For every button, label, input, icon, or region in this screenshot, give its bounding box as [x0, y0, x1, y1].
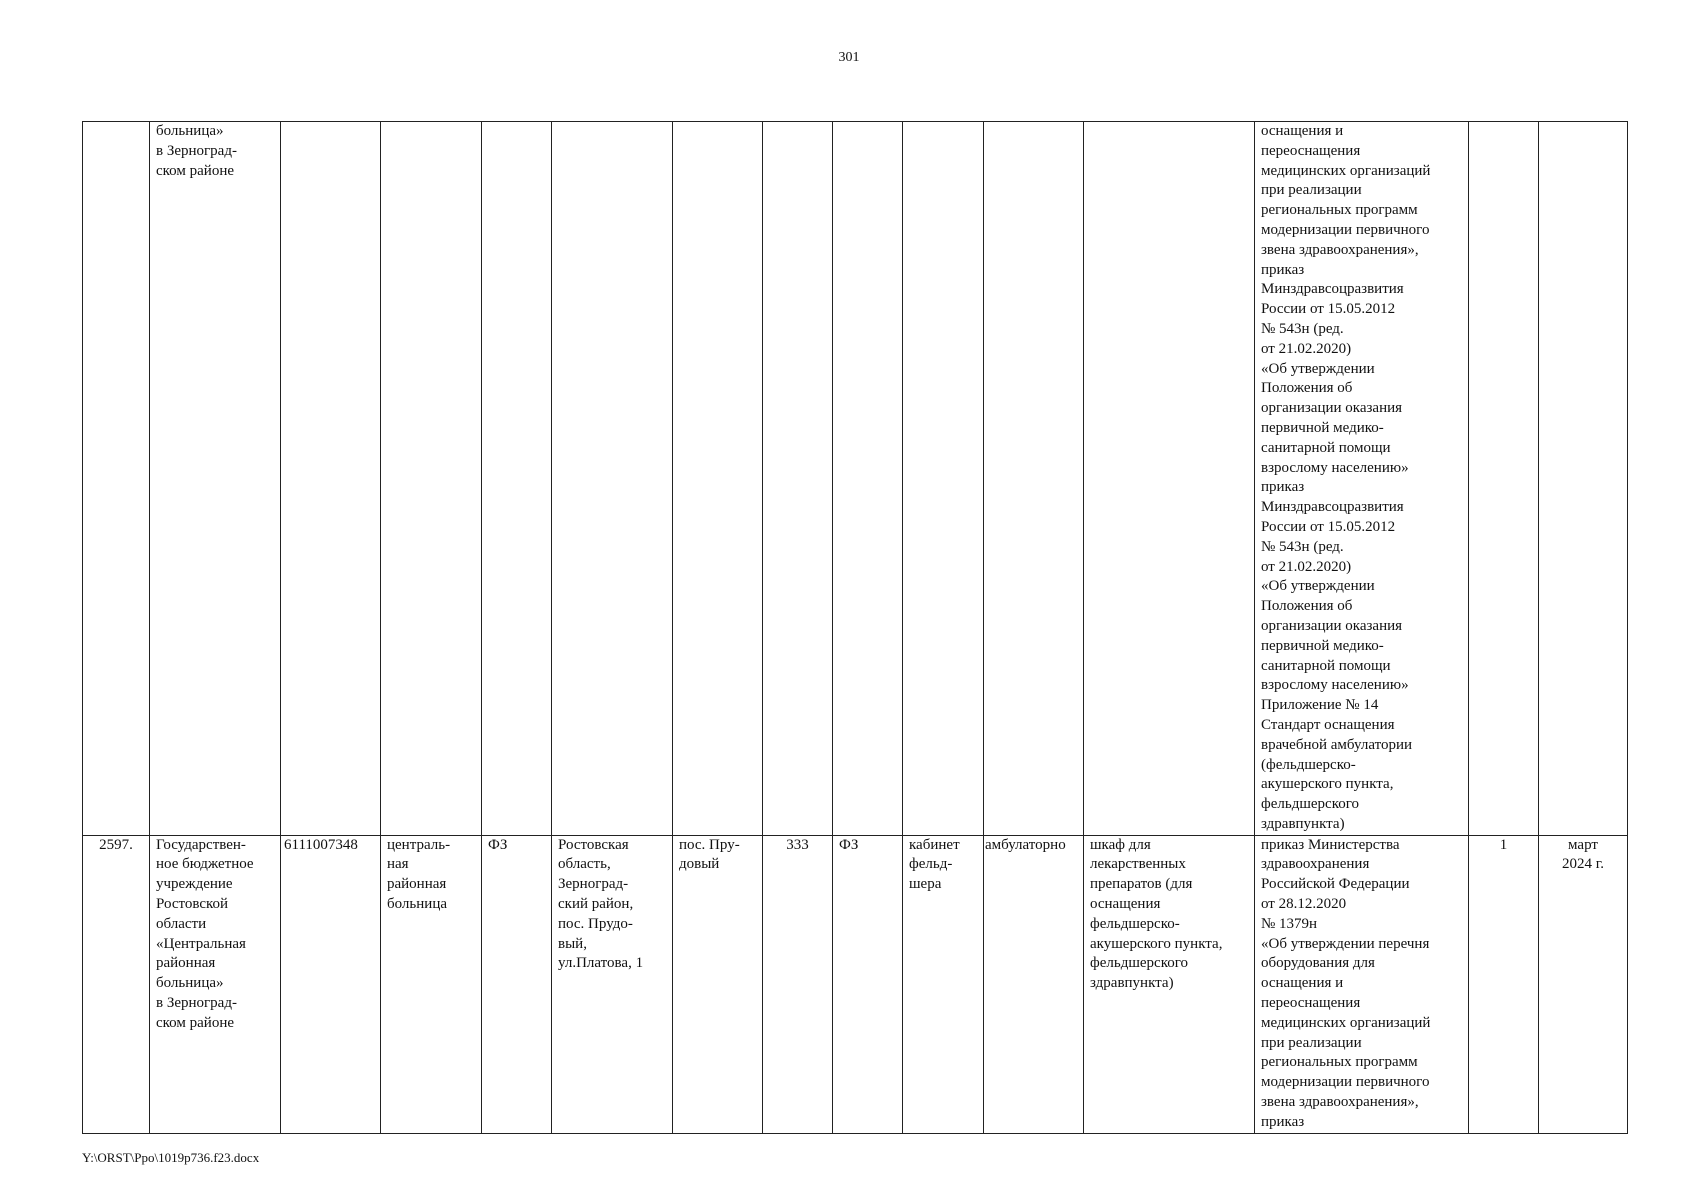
footer-file-path: Y:\ORST\Ppo\1019p736.f23.docx	[82, 1150, 260, 1165]
cell-settlement	[673, 122, 763, 836]
cell-code	[763, 835, 833, 1133]
care-form-text: амбулаторно	[985, 836, 1066, 853]
cell-unit-type	[833, 122, 903, 836]
organization-text: больница» в Зерноград- ском районе	[156, 123, 237, 179]
cell-room	[903, 122, 984, 836]
cell-organization	[150, 122, 281, 836]
cell-number	[83, 835, 150, 1133]
cell-basis	[1255, 835, 1469, 1133]
cell-code	[763, 122, 833, 836]
cell-room	[903, 835, 984, 1133]
subdivision-type-text: ФЗ	[488, 836, 508, 853]
cell-date	[1539, 835, 1628, 1133]
address-text: Ростовская область, Зерноград- ский район, пос. Прудо- вый, ул.Платова, 1	[558, 836, 644, 972]
cell-quantity	[1469, 835, 1539, 1133]
cell-basis	[1255, 122, 1469, 836]
structure-text: централь- ная районная больница	[387, 836, 451, 913]
cell-date	[1539, 122, 1628, 836]
cell-quantity	[1469, 122, 1539, 836]
cell-care-form	[984, 835, 1084, 1133]
cell-subdivision-type	[482, 835, 552, 1133]
cell-care-form	[984, 122, 1084, 836]
cell-unit-type	[833, 835, 903, 1133]
cell-inn	[281, 122, 381, 836]
cell-address	[552, 835, 673, 1133]
cell-equipment	[1084, 835, 1255, 1133]
cell-number	[83, 122, 150, 836]
equipment-text: шкаф для лекарственных препаратов (для оснащения фельдшерско- акушерского пункта, фельдшерского здравпункта)	[1090, 836, 1223, 992]
row-number: 2597.	[99, 836, 133, 853]
cell-settlement	[673, 835, 763, 1133]
equipment-table	[82, 121, 1628, 1134]
organization-text: Государствен- ное бюджетное учреждение Ростовской области «Центральная районная больница» в Зерноград- ском районе	[156, 836, 254, 1031]
cell-subdivision-type	[482, 122, 552, 836]
unit-type-text: ФЗ	[839, 836, 859, 853]
cell-organization	[150, 835, 281, 1133]
cell-structure	[381, 835, 482, 1133]
cell-structure	[381, 122, 482, 836]
inn-text: 6111007348	[284, 836, 358, 853]
basis-text: оснащения и переоснащения медицинских организаций при реализации региональных программ модернизации первичного звена здравоохранения», приказ Минздравсоцразвития России от 15.05.2012 № 543н (ред. от 21.02.2020) «Об утверждении Положения об организации оказания первичной медико- санитарной помощи взрослому населению» приказ Минздравсоцразвития России от 15.05.2012 № 543н (ред. от 21.02.2020) «Об утверждении Положения об организации оказания первичной медико- санитарной помощи взрослому населению» Приложение № 14 Стандарт оснащения врачебной амбулатории (фельдшерско- акушерского пункта, фельдшерского здравпункта)	[1261, 123, 1431, 832]
cell-inn	[281, 835, 381, 1133]
table-row-2597	[83, 835, 1628, 1133]
code-text: 333	[786, 836, 809, 853]
room-text: кабинет фельд- шера	[909, 836, 960, 893]
cell-equipment	[1084, 122, 1255, 836]
cell-address	[552, 122, 673, 836]
settlement-text: пос. Пру- довый	[679, 836, 740, 873]
date-text: март 2024 г.	[1562, 836, 1604, 873]
page-number: 301	[838, 50, 860, 65]
basis-text: приказ Министерства здравоохранения Российской Федерации от 28.12.2020 № 1379н «Об утверждении перечня оборудования для оснащения и переоснащения медицинских организаций при реализации региональных программ модернизации первичного звена здравоохранения», приказ	[1261, 836, 1431, 1130]
quantity-text: 1	[1499, 836, 1508, 853]
table-row-continuation	[83, 122, 1628, 836]
